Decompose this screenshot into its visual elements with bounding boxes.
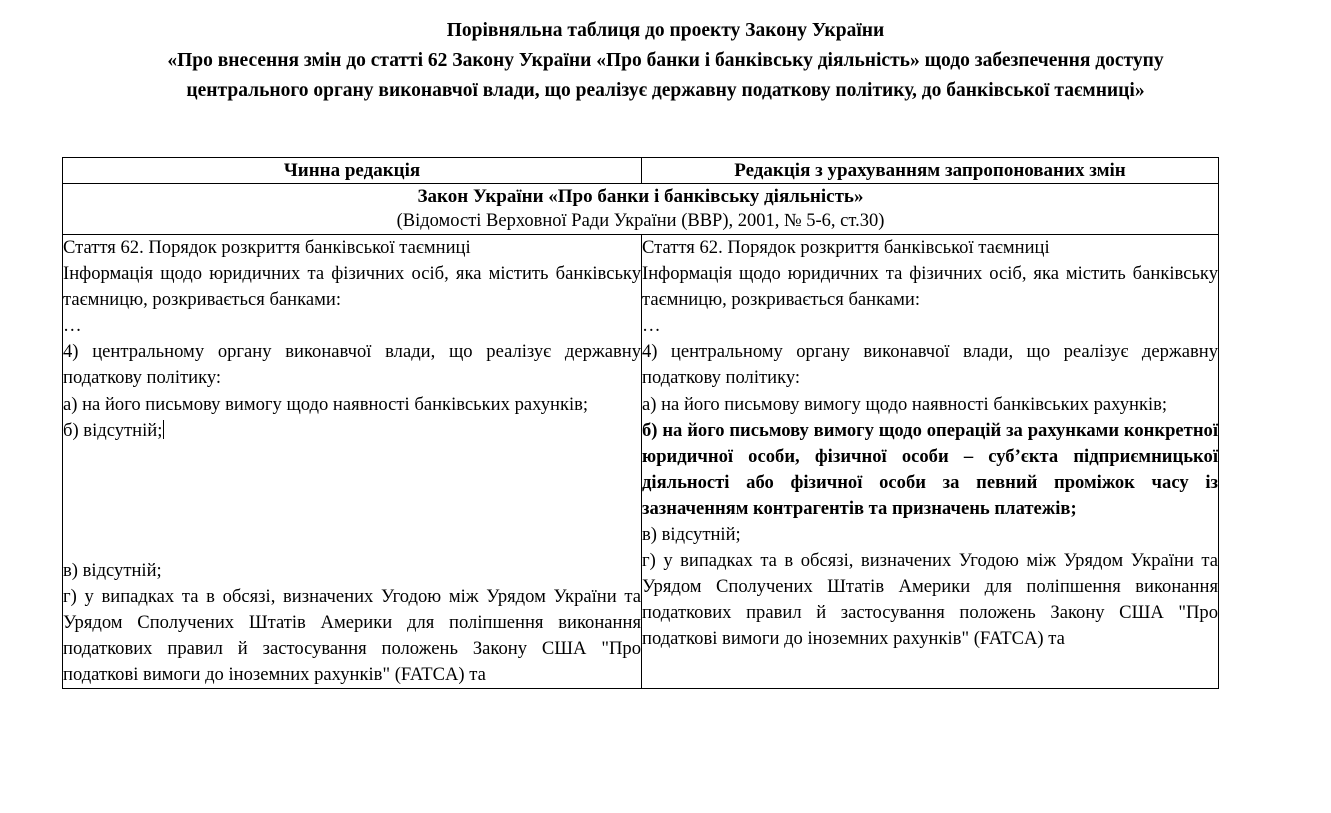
left-column-paragraph: Інформація щодо юридичних та фізичних осіб, яка містить банківську таємницю, розкривається банками: <box>63 263 641 311</box>
column-header-current-version: Чинна редакція <box>63 158 642 184</box>
right-column-paragraph: а) на його письмову вимогу щодо наявності банківських рахунків; <box>642 393 1168 415</box>
law-subtitle: (Відомості Верховної Ради України (ВВР), 2001, № 5-6, ст.30) <box>396 211 885 231</box>
law-title: Закон України «Про банки і банківську діяльність» <box>417 186 864 207</box>
vertical-spacer <box>63 444 641 558</box>
left-column-paragraphs <box>63 235 641 688</box>
document-title-line-1: Порівняльна таблиця до проекту Закону України <box>446 20 885 41</box>
comparison-table-wrapper <box>62 157 1218 689</box>
right-column-paragraph: 4) центральному органу виконавчої влади, що реалізує державну податкову політику: <box>642 341 1218 389</box>
right-column-paragraph: … <box>642 315 661 337</box>
right-column-paragraph: г) у випадках та в обсязі, визначених Угодою між Урядом України та Урядом Сполучених Штатів Америки для поліпшення виконання податкових правил й застосування положень Закону США "Про податкові вимоги до іноземних рахунків" (FATCA) та <box>642 550 1218 650</box>
right-column-paragraph: Стаття 62. Порядок розкриття банківської таємниці <box>642 237 1050 258</box>
document-title <box>0 0 1331 106</box>
left-column-body[interactable] <box>63 235 642 689</box>
left-column-paragraph: в) відсутній; <box>63 559 162 581</box>
document-title-line-2: «Про внесення змін до статті 62 Закону України «Про банки і банківську діяльність» щодо забезпечення доступу центрального органу виконавчої влади, що реалізує державну податкову політику, до банківської таємниці» <box>167 50 1164 101</box>
table-header-row <box>63 158 1219 184</box>
left-column-paragraph: а) на його письмову вимогу щодо наявності банківських рахунків; <box>63 393 589 415</box>
left-column-paragraph: 4) центральному органу виконавчої влади, що реалізує державну податкову політику: <box>63 341 641 389</box>
table-law-row <box>63 184 1219 235</box>
right-column-paragraphs <box>642 235 1218 653</box>
column-header-proposed-version: Редакція з урахуванням запропонованих змін <box>642 158 1219 184</box>
right-column-body[interactable] <box>642 235 1219 689</box>
left-column-paragraph: Стаття 62. Порядок розкриття банківської таємниці <box>63 237 471 258</box>
right-column-paragraph: Інформація щодо юридичних та фізичних осіб, яка містить банківську таємницю, розкривається банками: <box>642 263 1218 311</box>
right-column-paragraph: в) відсутній; <box>642 524 741 546</box>
law-reference-cell <box>63 184 1219 235</box>
left-column-paragraph: б) відсутній; <box>63 419 163 441</box>
left-column-paragraph: … <box>63 315 82 337</box>
table-body-row <box>63 235 1219 689</box>
left-column-paragraph: г) у випадках та в обсязі, визначених Угодою між Урядом України та Урядом Сполучених Штатів Америки для поліпшення виконання податкових правил й застосування положень Закону США "Про податкові вимоги до іноземних рахунків" (FATCA) та <box>63 585 641 686</box>
text-cursor-caret <box>163 420 164 439</box>
right-column-paragraph: б) на його письмову вимогу щодо операцій за рахунками конкретної юридичної особи, фізичної особи – суб’єкта підприємницької діяльності або фізичної особи за певний проміжок часу із зазначенням контрагентів та призначень платежів; <box>642 419 1218 519</box>
comparison-table <box>62 157 1219 689</box>
